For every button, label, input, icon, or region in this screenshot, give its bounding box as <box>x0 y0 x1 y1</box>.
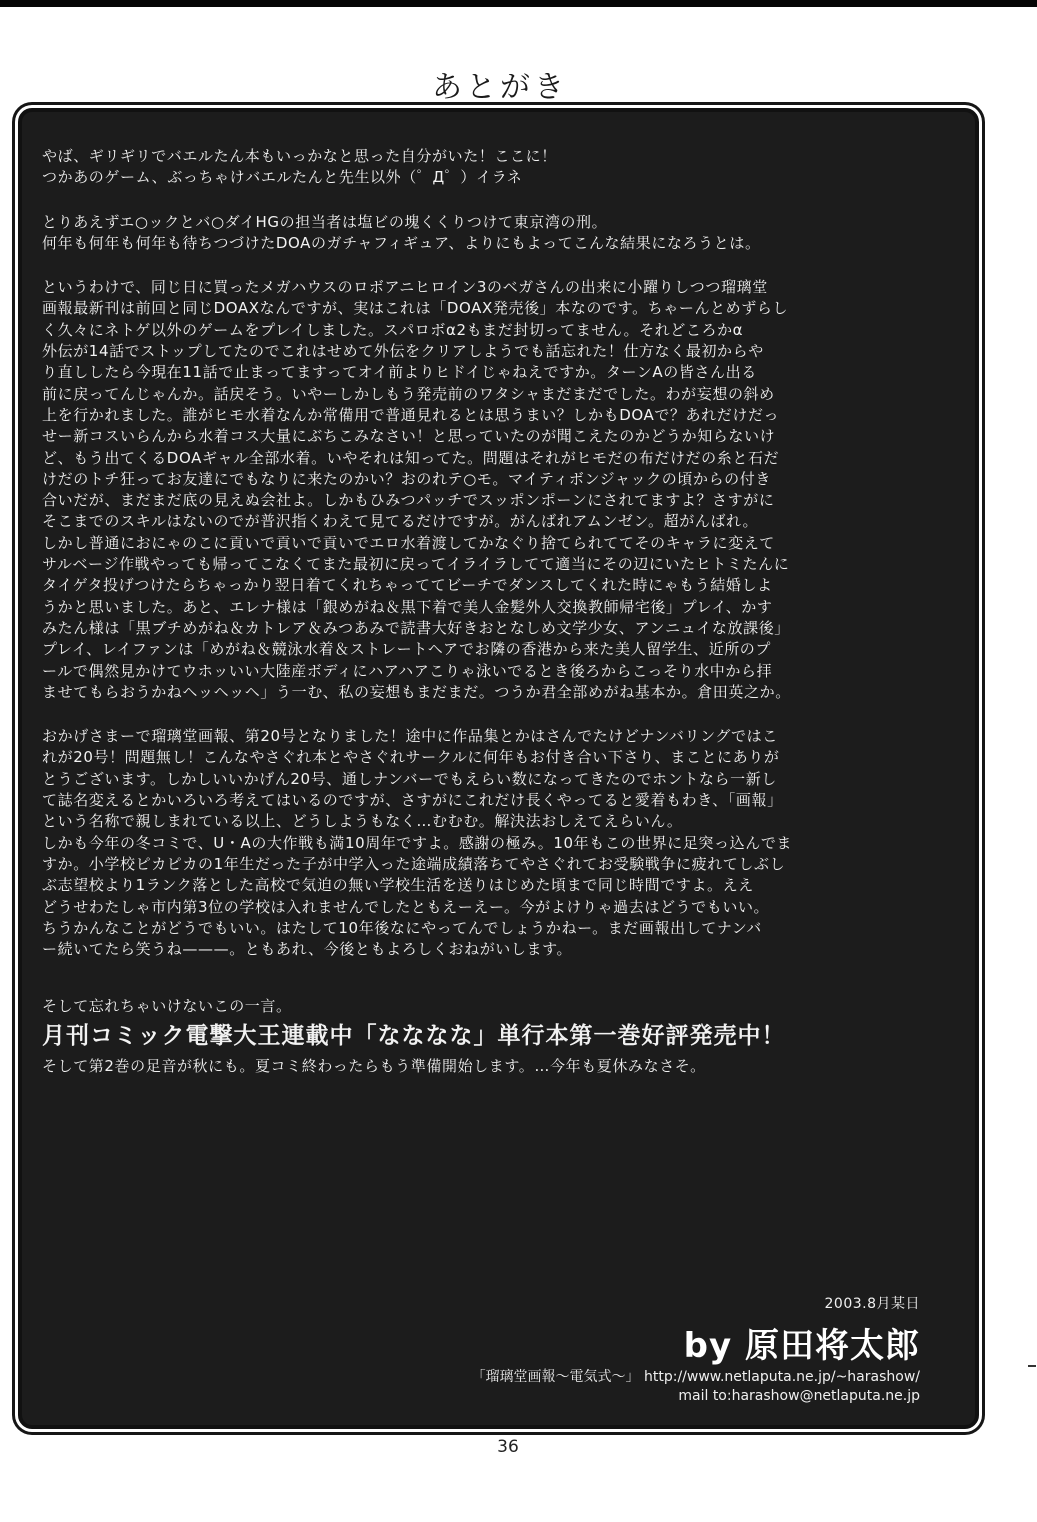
text-line: ぶ志望校より1ランク落とした高校で気迫の無い学校生活を送りはじめた頃まで同じ時間ですよ。ええ <box>42 876 754 895</box>
text-line: という名称で親しまれている以上、どうしようもなく…むむむ。解決法おしえてえらいん。 <box>42 812 683 831</box>
website-line: 「瑠璃堂画報〜電気式〜」 http://www.netlaputa.ne.jp/~harashow/ <box>471 1369 920 1385</box>
afterword-text <box>42 146 958 1077</box>
paragraph-4 <box>42 726 958 960</box>
text-line: り直ししたら今現在11話で止まってますってオイ前よりヒドイじゃねえですか。ターンAの皆さん出る <box>42 363 757 382</box>
text-line: しかも今年の冬コミで、U・Aの大作戦も満10周年ですよ。感謝の極み。10年もこの世界に足突っ込んでま <box>42 833 793 852</box>
text-line: やば、ギリギリでバエルたん本もいっかなと思った自分がいた！ここに！ <box>42 147 557 165</box>
text-line: しかし普通におにゃのこに貢いで貢いで貢いでエロ水着渡してかなぐり捨てられててそのキャラに変えて <box>42 533 775 552</box>
paragraph-3 <box>42 277 958 703</box>
text-line: とりあえずエ○ックとバ○ダイHGの担当者は塩ビの塊くくりつけて東京湾の刑。 <box>42 212 608 231</box>
afterword-panel <box>18 108 979 1429</box>
text-line: ちうかんなことがどうでもいい。はたして10年後なにやってんでしょうかねー。まだ画報出してナンバ <box>42 918 762 937</box>
closing-announcement <box>42 995 958 1077</box>
text-line: どうせわたしゃ市内第3位の学校は入れませんでしたともえーえー。今がよけりゃ過去はどうでもいい。 <box>42 897 770 916</box>
closing-intro: そして忘れちゃいけないこの一言。 <box>42 997 292 1016</box>
date-line: 2003.8月某日 <box>824 1296 920 1312</box>
text-line: とうございます。しかしいいかげん20号、通しナンバーでもえらい数になってきたのでホントなら一新し <box>42 769 777 788</box>
announcement-headline: 月刊コミック電撃大王連載中「なななな」単行本第一巻好評発売中！ <box>42 1023 786 1050</box>
text-line: プレイ、レイファンは「めがね＆競泳水着＆ストレートヘアでお隣の香港から来た美人留学生、近所のプ <box>42 640 772 659</box>
paragraph-2 <box>42 212 958 255</box>
margin-mark <box>1028 1365 1036 1367</box>
text-line: く久々にネトゲ以外のゲームをプレイしました。スパロボα2もまだ封切ってません。それどころかα <box>42 320 744 339</box>
paragraph-1 <box>42 146 958 189</box>
text-line: 外伝が14話でストップしてたのでこれはせめて外伝をクリアしようでも話忘れた！仕方なく最初からや <box>42 342 764 361</box>
text-line: 合いだが、まだまだ底の見えぬ会社よ。しかもひみつパッチでスッポンポーンにされてますよ？さすがに <box>42 491 775 510</box>
text-line: せー新コスいらんから水着コス大量にぶちこみなさい！と思っていたのが聞こえたのかどうか知らないけ <box>42 427 776 446</box>
text-line: 前に戻ってんじゃんか。話戻そう。いやーしかしもう発売前のワタシャまだまだでした。わが妄想の斜め <box>42 384 775 403</box>
text-line: つかあのゲーム、ぶっちゃけバエルたんと先生以外（゜Д゜）イラネ <box>42 168 523 187</box>
page-number: 36 <box>497 1437 519 1457</box>
text-line: そこまでのスキルはないのでが普沢指くわえて見てるだけですが。がんばれアムンゼン。超がんばれ。 <box>42 512 759 531</box>
text-line: 画報最新刊は前回と同じDOAXなんですが、実はこれは「DOAX発売後」本なのです。ちゃーんとめずらし <box>42 299 789 318</box>
mail-line: mail to:harashow@netlaputa.ne.jp <box>678 1388 920 1404</box>
text-line: 何年も何年も何年も待ちつづけたDOAのガチャフィギュア、よりにもよってこんな結果になろうとは。 <box>42 233 761 252</box>
text-line: うかと思いました。あと、エレナ様は「銀めがね＆黒下着で美人金髪外人交換教師帰宅後」プレイ、かす <box>42 597 773 616</box>
text-line: サルベージ作戦やっても帰ってこなくてまた最初に戻ってイライラしてて適当にその辺にいたヒトミたんに <box>42 555 790 574</box>
page-title: あとがき <box>432 70 568 105</box>
text-line: タイゲタ投げつけたらちゃっかり翌日着てくれちゃっててビーチでダンスしてくれた時にゃもう結婚しよ <box>42 576 773 595</box>
text-line: みたん様は「黒ブチめがね＆カトレア＆みつあみで読書大好きおとなしめ文学少女、アンニュイな放課後」 <box>42 618 790 637</box>
author-signature: by 原田将太郎 <box>683 1326 920 1366</box>
text-line: ませてもらおうかねヘッヘッヘ」う一む、私の妄想もまだまだ。つうか君全部めがね基本か。倉田英之か。 <box>42 682 791 701</box>
text-line: 上を行かれました。誰がヒモ水着なんか常備用で普通見れるとは思うまい？しかもDOAで？あれだけだっ <box>42 405 780 424</box>
text-line: て誌名変えるとかいろいろ考えてはいるのですが、さすがにこれだけ長くやってると愛着もわき、「画報」 <box>42 791 783 810</box>
text-line: というわけで、同じ日に買ったメガハウスのロボアニヒロイン3のベガさんの出来に小躍りしつつ瑠璃堂 <box>42 278 768 297</box>
page-top-edge <box>0 0 1037 7</box>
text-line: すか。小学校ピカピカの1年生だった子が中学入った途端成績落ちてやさぐれてお受験戦争に疲れてしぶし <box>42 854 786 873</box>
text-line: おかげさまーで瑠璃堂画報、第20号となりました！途中に作品集とかはさんでたけどナンバリングではこ <box>42 727 778 746</box>
text-line: ど、もう出てくるDOAギャル全部水着。いやそれは知ってた。問題はそれがヒモだの布だけだの糸と石だ <box>42 448 780 467</box>
text-line: ールで偶然見かけてウホッいい大陸産ボディにハアハアこりゃ泳いでるとき後ろからこっそり水中から拝 <box>42 661 773 680</box>
text-line: ー続いてたら笑うね———。ともあれ、今後ともよろしくおねがいします。 <box>42 940 573 959</box>
closing-outro: そして第2巻の足音が秋にも。夏コミ終わったらもう準備開始します。…今年も夏休みなさそ。 <box>42 1057 706 1076</box>
text-line: けだのトチ狂ってお友達にでもなりに来たのかい？おのれテ○モ。マイティボンジャックの頃からの付き <box>42 469 771 488</box>
text-line: れが20号！問題無し！こんなやさぐれ本とやさぐれサークルに何年もお付き合い下さり、まことにありが <box>42 748 780 767</box>
